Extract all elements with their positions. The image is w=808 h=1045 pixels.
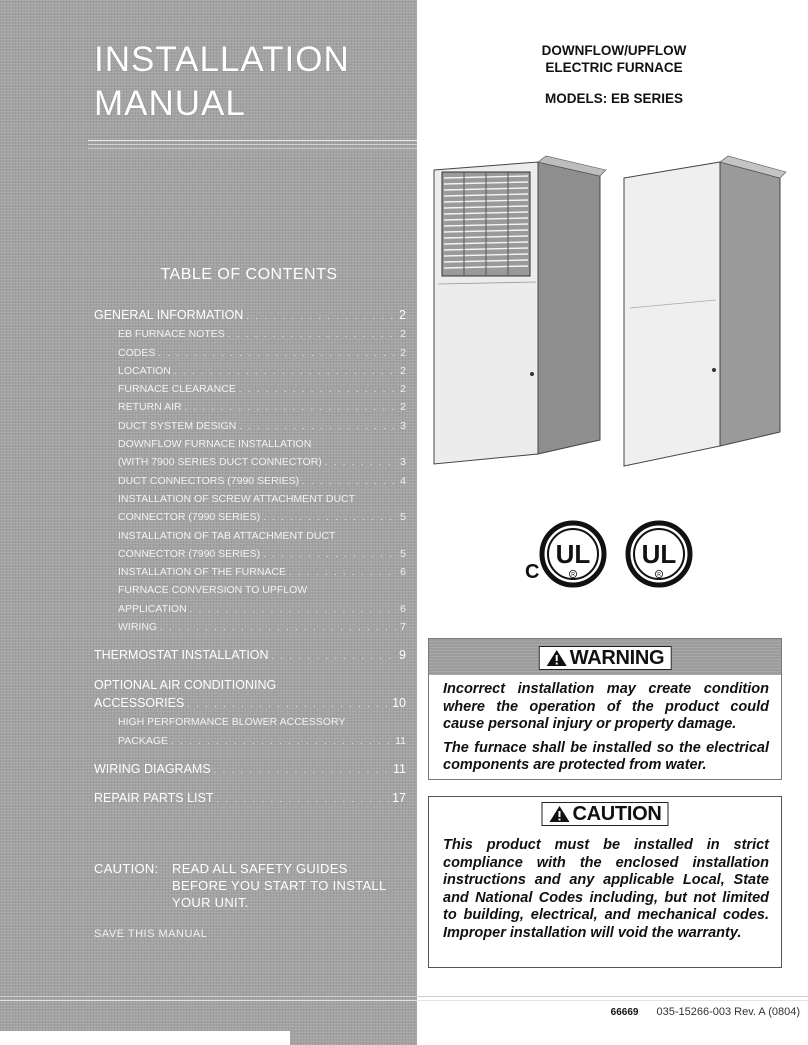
- bottom-white-strip: [0, 1031, 290, 1045]
- warning-signal: [539, 646, 672, 670]
- toc-entry-thermostat-installation[interactable]: [94, 646, 406, 665]
- toc-entry-blower-accessory[interactable]: [94, 713, 406, 750]
- caution-text: This product must be installed in strict compliance with the enclosed installation instructions and any applicable Local, State and National Codes including, but not limited to building, electrical, and mechanical codes. Improper installation will void the warranty.: [443, 837, 769, 941]
- toc-entry-label: WIRING DIAGRAMS: [94, 761, 211, 776]
- toc-entry-page: 2: [400, 383, 406, 396]
- title-divider: [88, 140, 417, 141]
- furnace-photo: [420, 148, 808, 478]
- toc-entry-page: 2: [399, 308, 406, 322]
- caution-signal: [541, 802, 668, 826]
- toc-entry-duct-connectors[interactable]: [94, 472, 406, 490]
- toc-entry-label-cont: (WITH 7900 SERIES DUCT CONNECTOR): [118, 456, 322, 469]
- product-type-line1: DOWNFLOW/UPFLOW: [541, 43, 687, 58]
- toc-entry-duct-system-design[interactable]: [94, 417, 406, 435]
- document-number: 035-15266-003 Rev. A (0804): [656, 1006, 800, 1018]
- safety-caution-note: [94, 860, 414, 911]
- save-manual-note: SAVE THIS MANUAL: [94, 928, 208, 940]
- product-type: [420, 42, 808, 76]
- toc-entry-page: 7: [400, 621, 406, 634]
- toc-entry-label: INSTALLATION OF THE FURNACE: [118, 566, 287, 579]
- caution-triangle-icon: [548, 805, 570, 823]
- toc-entry-page: 4: [400, 474, 406, 487]
- toc-entry-page: 6: [400, 602, 406, 615]
- toc-entry-return-air[interactable]: [94, 398, 406, 416]
- product-type-line2: ELECTRIC FURNACE: [545, 60, 683, 75]
- manual-title-line2: MANUAL: [94, 84, 246, 123]
- footer-divider: [0, 996, 808, 997]
- toc-entry-label: DOWNFLOW FURNACE INSTALLATION: [118, 438, 312, 451]
- toc-entry-label: THERMOSTAT INSTALLATION: [94, 648, 269, 663]
- toc-entry-label: REPAIR PARTS LIST: [94, 791, 214, 806]
- warning-body: [429, 675, 781, 775]
- safety-caution-text: READ ALL SAFETY GUIDES BEFORE YOU START TO INSTALL YOUR UNIT.: [172, 861, 386, 910]
- toc-entry-label: OPTIONAL AIR CONDITIONING: [94, 677, 277, 692]
- models-line: MODELS: EB SERIES: [544, 91, 684, 106]
- cul-ul-letters: UL: [555, 539, 591, 569]
- toc-entry-label-cont: ACCESSORIES: [94, 695, 185, 710]
- toc-entry-label: WIRING: [118, 621, 158, 634]
- toc-entry-label: DUCT CONNECTORS (7990 SERIES): [118, 474, 300, 487]
- furnace-unit-downflow: [434, 156, 606, 464]
- toc-entry-label: FURNACE CLEARANCE: [118, 383, 236, 396]
- toc-entry-wiring[interactable]: [94, 618, 406, 636]
- footer-divider: [0, 1000, 808, 1001]
- toc-entry-repair-parts-list[interactable]: [94, 789, 406, 808]
- manual-title: [94, 38, 404, 126]
- toc-entry-page: 2: [400, 401, 406, 414]
- print-code: 66669: [610, 1007, 639, 1018]
- warning-text-2: The furnace shall be installed so the electrical components are protected from water.: [443, 739, 769, 773]
- document-footer: [428, 1006, 800, 1018]
- toc-entry-upflow-conversion[interactable]: [94, 581, 406, 618]
- cul-registered-mark: R: [571, 572, 575, 578]
- toc-entry-label: GENERAL INFORMATION: [94, 308, 244, 322]
- warning-signal-word: WARNING: [569, 646, 665, 669]
- ul-listing-mark: [623, 518, 695, 592]
- toc-entry-downflow-installation[interactable]: [94, 435, 406, 472]
- furnace-unit-upflow: [624, 156, 786, 466]
- caution-body: [429, 831, 781, 942]
- cul-c-letter: C: [525, 561, 540, 583]
- toc-entry-label: EB FURNACE NOTES: [118, 328, 225, 341]
- toc-entry-general-information[interactable]: [94, 306, 406, 325]
- toc-entry-installation-of-furnace[interactable]: [94, 563, 406, 581]
- toc-entry-page: 3: [400, 456, 406, 469]
- safety-caution-label: CAUTION:: [94, 861, 159, 876]
- toc-entry-page: 5: [400, 547, 406, 560]
- toc-entry-wiring-diagrams[interactable]: [94, 760, 406, 779]
- toc-entry-label: DUCT SYSTEM DESIGN: [118, 419, 237, 432]
- toc-entry-label: CODES: [118, 346, 156, 359]
- toc-entry-label-cont: CONNECTOR (7990 SERIES): [118, 547, 261, 560]
- title-divider: [88, 144, 417, 145]
- ul-letters: UL: [641, 539, 677, 569]
- toc-heading: TABLE OF CONTENTS: [160, 266, 338, 283]
- toc-entry-page: 11: [395, 734, 406, 747]
- toc-entry-page: 11: [393, 761, 406, 776]
- toc-entry-label-cont: PACKAGE: [118, 734, 168, 747]
- toc-entry-label: INSTALLATION OF TAB ATTACHMENT DUCT: [118, 529, 336, 542]
- warning-box: [428, 638, 782, 780]
- cul-listing-mark: [525, 518, 607, 592]
- caution-box: [428, 796, 782, 968]
- toc-entry-optional-air-conditioning[interactable]: [94, 676, 406, 714]
- toc-entry-tab-attachment[interactable]: [94, 527, 406, 564]
- toc-entry-label: INSTALLATION OF SCREW ATTACHMENT DUCT: [118, 492, 356, 505]
- toc-entry-page: 10: [392, 695, 406, 710]
- manual-title-line1: INSTALLATION: [94, 40, 350, 79]
- toc-entry-furnace-clearance[interactable]: [94, 380, 406, 398]
- toc-entry-label: LOCATION: [118, 364, 171, 377]
- toc-entry-label-cont: CONNECTOR (7990 SERIES): [118, 511, 261, 524]
- toc-entry-page: 6: [400, 566, 406, 579]
- toc-entry-page: 9: [399, 648, 406, 663]
- toc-entry-eb-furnace-notes[interactable]: [94, 325, 406, 343]
- toc-entry-page: 2: [400, 328, 406, 341]
- toc-entry-screw-attachment[interactable]: [94, 490, 406, 527]
- toc-entry-label: FURNACE CONVERSION TO UPFLOW: [118, 584, 308, 597]
- warning-text-1: Incorrect installation may create condition where the operation of the product could cause personal injury or property damage.: [443, 681, 769, 732]
- toc-entry-page: 17: [392, 791, 406, 806]
- toc-entry-page: 2: [400, 346, 406, 359]
- toc-entry-label-cont: APPLICATION: [118, 602, 187, 615]
- caution-header: [429, 797, 781, 831]
- caution-signal-word: CAUTION: [572, 802, 662, 825]
- toc-entry-label: HIGH PERFORMANCE BLOWER ACCESSORY: [118, 716, 346, 729]
- ul-registered-mark: R: [657, 572, 661, 578]
- warning-triangle-icon: [546, 649, 568, 667]
- toc-entry-location[interactable]: [94, 362, 406, 380]
- toc-entry-codes[interactable]: [94, 344, 406, 362]
- warning-header: [429, 639, 781, 675]
- toc-entry-page: 5: [400, 511, 406, 524]
- title-divider: [88, 148, 417, 149]
- toc-entry-label: RETURN AIR: [118, 401, 182, 414]
- toc-entry-page: 2: [400, 364, 406, 377]
- table-of-contents: [94, 306, 406, 808]
- toc-entry-page: 3: [400, 419, 406, 432]
